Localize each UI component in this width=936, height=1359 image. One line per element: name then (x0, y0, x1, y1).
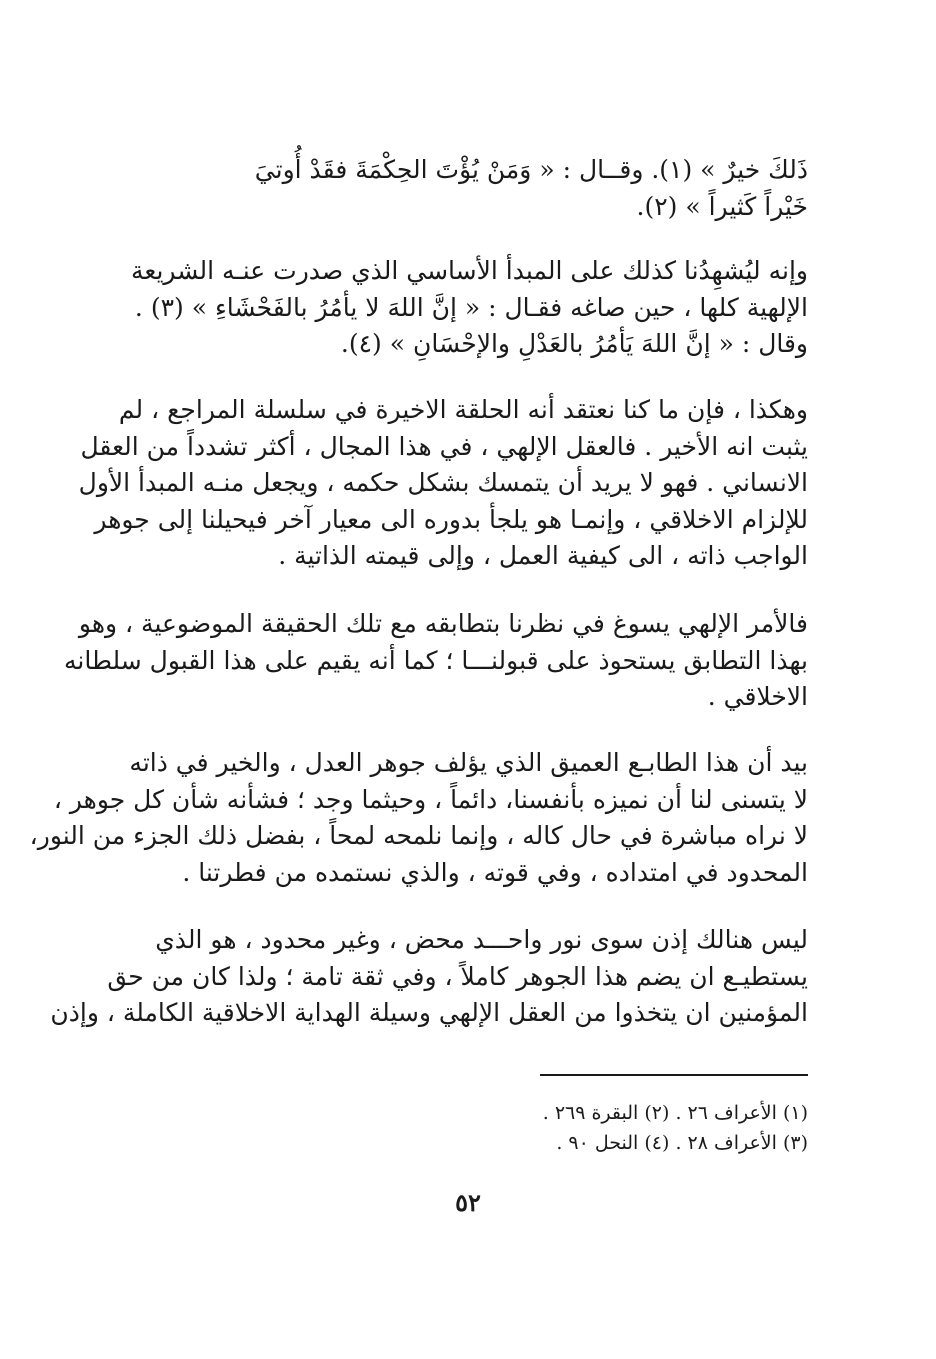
text-line: ذَلكَ خيرٌ » (١). وقــال : « وَمَنْ يُؤْتَ الحِكْمَةَ فقَدْ أُوتيَ (254, 155, 808, 184)
text-line: لا نراه مباشرة في حال كاله ، وإنما نلمحه لمحاً ، بفضل ذلك الجزء من النور، (29, 821, 808, 850)
text-line: الانساني . فهو لا يريد أن يتمسك بشكل حكمه ، ويجعل منـه المبدأ الأول (78, 468, 808, 497)
text-line: الاخلاقي . (707, 682, 808, 711)
footnote-line: (١) الأعراف ٢٦ . (٢) البقرة ٢٦٩ . (542, 1102, 808, 1124)
paragraph-4 (64, 606, 808, 716)
text-line: لا يتسنى لنا أن نميزه بأنفسنا، دائماً ، وحيثما وجد ؛ فشأنه شأن كل جوهر ، (53, 784, 808, 814)
footnotes (468, 1098, 808, 1158)
text-line: وهكذا ، فإن ما كنا نعتقد أنه الحلقة الاخيرة في سلسلة المراجع ، لم (118, 395, 808, 424)
footnote-separator (540, 1074, 808, 1076)
footnote-line: (٣) الأعراف ٢٨ . (٤) النحل ٩٠ . (556, 1132, 808, 1154)
paragraph-2 (128, 253, 808, 363)
text-line: ليس هنالك إذن سوى نور واحـــد محض ، وغير محدود ، هو الذي (155, 925, 808, 954)
text-line: المحدود في امتداده ، وفي قوته ، والذي نستمده من فطرتنا . (182, 857, 808, 887)
text-line: للإلزام الاخلاقي ، وإنمـا هو يلجأ بدوره الى معيار آخر فيحيلنا إلى جوهر (94, 504, 808, 534)
text-line: وقال : « إنَّ اللهَ يَأمُرُ بالعَدْلِ والإحْسَانِ » (٤). (340, 329, 808, 358)
text-line: فالأمر الإلهي يسوغ في نظرنا بتطابقه مع تلك الحقيقة الموضوعية ، وهو (78, 609, 808, 638)
text-line: وإنه ليُشهِدُنا كذلك على المبدأ الأساسي الذي صدرت عنـه الشريعة (131, 256, 808, 285)
text-line: بهذا التطابق يستحوذ على قبولنـــا ؛ كما أنه يقيم على هذا القبول سلطانه (64, 645, 808, 675)
paragraph-3 (78, 392, 808, 575)
paragraph-1 (128, 152, 808, 225)
text-line: يثبت انه الأخير . فالعقل الإلهي ، في هذا المجال ، أكثر تشدداً من العقل (80, 431, 808, 461)
text-line: بيد أن هذا الطابـع العميق الذي يؤلف جوهر العدل ، والخير في ذاته (129, 748, 808, 777)
text-line: الإلهية كلها ، حين صاغه فقـال : « إنَّ اللهَ لا يأمُرُ بالفَحْشَاءِ » (٣) . (134, 292, 808, 322)
text-line: الواجب ذاته ، الى كيفية العمل ، وإلى قيمته الذاتية . (278, 541, 808, 570)
paragraph-6 (50, 922, 808, 1032)
text-line: خَيْراً كَثيراً » (٢). (636, 191, 808, 221)
paragraph-5 (29, 745, 808, 891)
text-line: المؤمنين ان يتخذوا من العقل الإلهي وسيلة الهداية الاخلاقية الكاملة ، وإذن (50, 998, 808, 1027)
text-line: يستطيـع ان يضم هذا الجوهر كاملاً ، وفي ثقة تامة ؛ ولذا كان من حق (107, 961, 808, 991)
page-number: ٥٢ (455, 1188, 481, 1217)
